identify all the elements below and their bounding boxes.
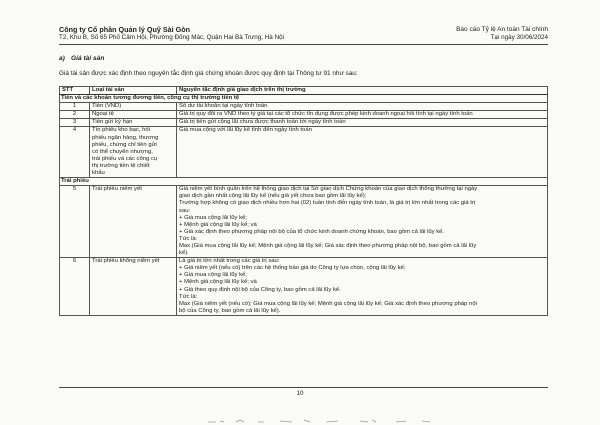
row-asset-type [90, 127, 177, 178]
asset-type-line: phiếu ngân hàng, thương [92, 134, 159, 141]
company-address: T2, Khu B, Số 65 Phố Cảm Hội, Phường Đống Mác, Quận Hai Bà Trưng, Hà Nội [59, 34, 285, 41]
table-group-row [60, 95, 548, 103]
header-divider [59, 44, 548, 45]
valuation-method-line: Max (Giá niêm yết (nếu có); Giá mua cộng lãi lũy kế; Mệnh giá cộng lãi lũy kế; Giá xác định theo phương pháp nội [179, 300, 477, 307]
valuation-method-line: + Giá xác định theo phương pháp nội bộ của tổ chức kinh doanh chứng khoán, bao gồm cả lãi lũy kế. [179, 228, 445, 235]
valuation-method-line: + Giá theo quy định nội bộ của Công ty, bao gồm cả lãi lũy kế. [179, 286, 341, 293]
table-row [60, 258, 548, 316]
row-asset-type [90, 119, 177, 127]
valuation-method-line: + Giá niêm yết (nếu có) trên các hệ thống báo giá do Công ty lựa chọn, cộng lãi lũy kế; [179, 265, 406, 272]
row-stt: 6 [60, 258, 90, 316]
valuation-method-line: sau: [179, 207, 191, 214]
valuation-table [59, 86, 548, 316]
table-group-row [60, 178, 548, 186]
row-stt: 1 [60, 103, 90, 111]
row-valuation-method [177, 258, 548, 316]
row-stt: 4 [60, 127, 90, 178]
valuation-method-line: Tức là: [179, 235, 198, 242]
asset-type-line: có thể chuyển nhượng, [92, 148, 153, 155]
valuation-method-line: + Giá mua cộng lãi lũy kế; [179, 272, 247, 279]
column-header-stt: STT [60, 87, 90, 95]
asset-type-line: phiếu, chứng chỉ tiền gửi [92, 141, 157, 148]
table-row [60, 103, 548, 111]
report-date: Tại ngày 30/06/2024 [490, 34, 548, 41]
row-valuation-method [177, 119, 548, 127]
section-heading: Giá tài sản [71, 55, 105, 62]
valuation-method-line: + Giá mua cộng lãi lũy kế; [179, 214, 247, 221]
scan-artifact-marks [200, 416, 450, 425]
table-body [60, 95, 548, 316]
valuation-method-line: + Mệnh giá cộng lãi lũy kế; và [179, 221, 257, 228]
row-asset-type [90, 258, 177, 316]
table-row [60, 186, 548, 258]
valuation-method-line: Số dư tài khoản tại ngày tính toán [179, 103, 268, 110]
row-asset-type [90, 111, 177, 119]
company-name: Công ty Cổ phần Quản lý Quỹ Sài Gòn [59, 25, 190, 34]
group-title: Trái phiếu [60, 178, 548, 186]
valuation-method-line: kế). [179, 250, 189, 257]
company-header [59, 25, 379, 42]
valuation-method-line: Trường hợp không có giao dịch nhiều hơn hai (02) tuần tính đến ngày tính toán, là giá trị lớn nhất trong các giá trị [179, 200, 476, 207]
report-title: Báo cáo Tỷ lệ An toàn Tài chính [456, 26, 548, 33]
row-stt: 5 [60, 186, 90, 258]
row-stt: 3 [60, 119, 90, 127]
asset-type-line: Trái phiếu niêm yết [92, 186, 142, 193]
asset-type-line: khấu [92, 170, 105, 177]
valuation-method-line: Tức là: [179, 293, 198, 300]
asset-type-line: Ngoại tệ [92, 111, 114, 118]
valuation-method-line: + Mệnh giá cộng lãi lũy kế; và [179, 279, 257, 286]
asset-type-line: Tiền gửi kỳ hạn [92, 119, 133, 126]
table-row [60, 111, 548, 119]
valuation-method-line: Giá niêm yết bình quân trên hệ thống giao dịch tại Sở giao dịch Chứng khoán của giao dịch thông thường tại ngày [179, 186, 478, 193]
report-header [348, 25, 548, 42]
row-valuation-method [177, 111, 548, 119]
row-asset-type [90, 186, 177, 258]
table-row [60, 119, 548, 127]
valuation-method-line: Giá trị tiền gửi cộng lãi chưa được thanh toán tới ngày tính toán [179, 119, 346, 126]
valuation-method-line: Giá mua cộng với lãi lũy kế tính đến ngày tính toán [179, 127, 312, 134]
valuation-method-line: Max (Giá mua cộng lãi lũy kế; Mệnh giá cộng lãi lũy kế; Giá xác định theo phương pháp nội bộ, bao gồm cả lãi lũy [179, 242, 477, 249]
group-title: Tiền và các khoản tương đương tiền, công cụ thị trường tiền tệ [60, 95, 548, 103]
asset-type-line: Tín phiếu kho bạc, hối [92, 127, 150, 134]
page-number: 10 [296, 390, 304, 397]
valuation-method-line: Giá trị quy đổi ra VND theo tỷ giá tại các tổ chức tín dụng được phép kinh doanh ngoại hối tính tại ngày tính toán [179, 111, 473, 118]
valuation-method-line: Là giá trị lớn nhất trong các giá trị sau: [179, 258, 280, 265]
table-header-row [60, 87, 548, 95]
valuation-method-line: giao dịch gần nhất cộng lãi lũy kế (nếu giá yết chưa bao gồm lãi lũy kế); [179, 193, 367, 200]
asset-type-line: trái phiếu và các công cụ [92, 155, 158, 162]
section-title [59, 55, 104, 62]
column-header-asset-type: Loại tài sản [90, 87, 177, 95]
row-valuation-method [177, 186, 548, 258]
column-header-valuation-method: Nguyên tắc định giá giao dịch trên thị trường [177, 87, 548, 95]
asset-type-line: Trái phiếu không niêm yết [92, 258, 160, 265]
footer-divider [59, 387, 548, 388]
row-valuation-method [177, 103, 548, 111]
intro-paragraph: Giá tài sản được xác định theo nguyên tắc định giá chứng khoán được quy định tại Thông tư 91 như sau: [59, 70, 358, 77]
row-asset-type [90, 103, 177, 111]
valuation-method-line: bộ của Công ty, bao gồm cả lãi lũy kế). [179, 307, 281, 314]
asset-type-line: thị trường tiền tệ chiết [92, 162, 150, 169]
row-stt: 2 [60, 111, 90, 119]
section-label: a) [59, 55, 65, 62]
table-row [60, 127, 548, 178]
asset-type-line: Tiền (VND) [92, 103, 122, 110]
row-valuation-method [177, 127, 548, 178]
